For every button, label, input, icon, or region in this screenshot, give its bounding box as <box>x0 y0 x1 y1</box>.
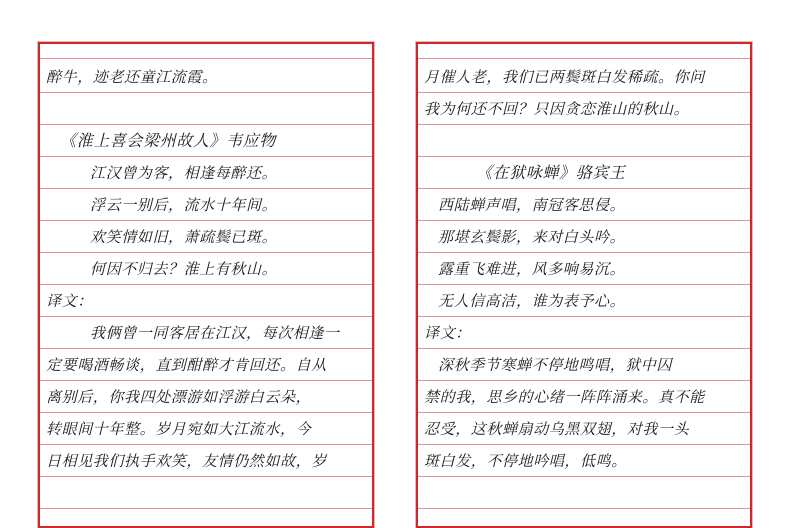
poem-line: 露重飞难进，风多响易沉。 <box>438 260 626 278</box>
poem-title: 《在狱咏蝉》骆宾王 <box>476 163 626 182</box>
translation-line: 忍受，这秋蝉扇动乌黑双翅，对我一头 <box>424 420 690 438</box>
right-handwritten-page <box>416 42 752 528</box>
translation-line: 转眼间十年整。岁月宛如大江流水，今 <box>46 420 312 438</box>
text-line <box>40 93 372 125</box>
poem-line: 无人信高洁，谁为表予心。 <box>438 292 626 310</box>
translation-line: 禁的我，思乡的心绪一阵阵涌来。真不能 <box>424 388 705 406</box>
poem-title: 《淮上喜会梁州故人》韦应物 <box>60 131 276 150</box>
poem-line: 浮云一别后，流水十年间。 <box>90 196 278 214</box>
translation-line: 离别后，你我四处漂游如浮游白云朵， <box>46 388 312 406</box>
translation-line: 定要喝酒畅谈，直到酣醉才肯回还。自从 <box>46 356 327 374</box>
poem-line: 何因不归去？淮上有秋山。 <box>90 260 278 278</box>
text-line <box>418 125 750 157</box>
translation-line: 斑白发，不停地吟唱，低鸣。 <box>424 452 627 470</box>
text-line: 醉牛，迹老还童江流霞。 <box>46 68 218 86</box>
poem-line: 欢笑情如旧，萧疏鬓已斑。 <box>90 228 278 246</box>
translation-line: 深秋季节寒蝉不停地鸣唱，狱中囚 <box>438 356 673 374</box>
left-handwritten-page <box>38 42 374 528</box>
poem-line: 那堪玄鬓影，来对白头吟。 <box>438 228 626 246</box>
translation-heading: 译文： <box>46 292 93 310</box>
translation-heading: 译文： <box>424 324 471 342</box>
poem-line: 西陆蝉声唱，南冠客思侵。 <box>438 196 626 214</box>
poem-line: 江汉曾为客，相逢每醉还。 <box>90 164 278 182</box>
translation-line: 我为何还不回？只因贪恋淮山的秋山。 <box>424 100 690 118</box>
translation-line: 月催人老，我们已两鬓斑白发稀疏。你问 <box>424 68 705 86</box>
translation-line: 日相见我们执手欢笑，友情仍然如故，岁 <box>46 452 327 470</box>
translation-line: 我俩曾一同客居在江汉，每次相逢一 <box>90 324 340 342</box>
